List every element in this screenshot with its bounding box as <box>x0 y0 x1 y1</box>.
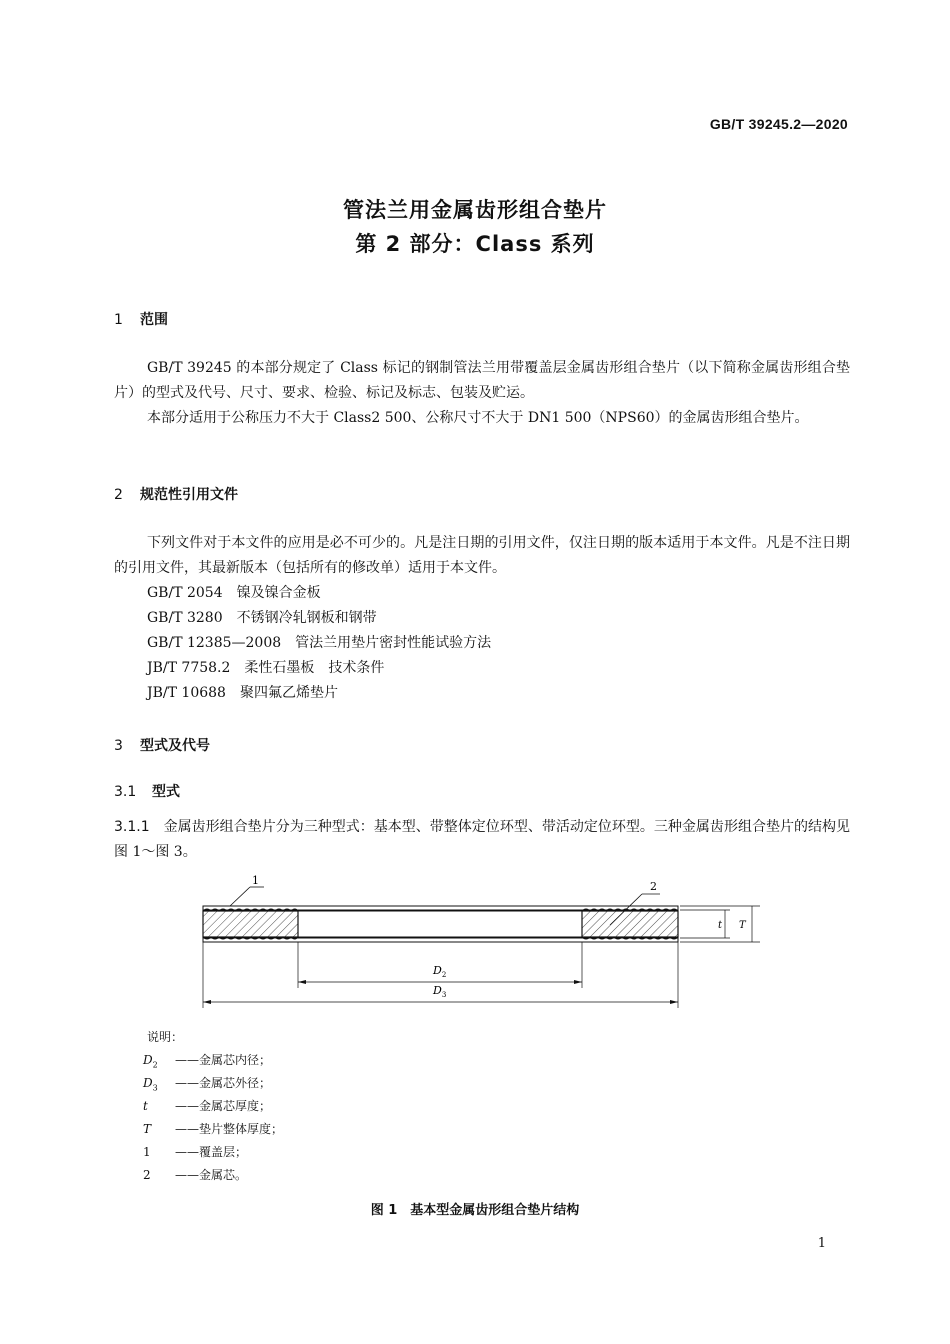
label-D3: $D_3$ <box>433 984 447 999</box>
section-3-1-1-paragraph <box>114 815 850 865</box>
metal-core-right <box>582 911 678 937</box>
label-D2: $D_2$ <box>433 964 447 979</box>
label-2: 2 <box>650 880 657 893</box>
section-number: 3.1 <box>114 784 137 800</box>
leader-line-1 <box>230 887 250 906</box>
page-number: 1 <box>817 1236 826 1251</box>
section-number: 3 <box>114 738 123 754</box>
label-1: 1 <box>252 874 259 887</box>
clause-text: 金属齿形组合垫片分为三种型式：基本型、带整体定位环型、带活动定位环型。三种金属齿形组合垫片的结构见图 1～图 3。 <box>114 819 850 860</box>
section-title: 范围 <box>140 312 168 328</box>
section-1-heading <box>114 309 168 329</box>
label-t: t <box>718 920 723 931</box>
reference-item: JB/T 10688 聚四氟乙烯垫片 <box>147 685 338 701</box>
document-title: 管法兰用金属齿形组合垫片 <box>343 198 607 222</box>
section-number: 2 <box>114 487 123 503</box>
section-3-1-heading <box>114 781 180 801</box>
section-title: 型式及代号 <box>140 738 210 754</box>
section-number: 1 <box>114 312 123 328</box>
legend-item: 1 ——覆盖层； <box>143 1145 248 1159</box>
clause-number: 3.1.1 <box>114 819 150 835</box>
section-2-heading <box>114 484 238 504</box>
gasket-drawing <box>190 870 770 1020</box>
metal-core-left <box>203 911 298 937</box>
legend-item: t ——金属芯厚度； <box>143 1099 272 1113</box>
section-title: 型式 <box>152 784 180 800</box>
legend-item: T ——垫片整体厚度； <box>143 1122 284 1136</box>
cover-layer-bottom <box>203 938 678 942</box>
standard-code: GB/T 39245.2—2020 <box>709 116 848 132</box>
legend-title: 说明： <box>147 1030 184 1044</box>
reference-item: JB/T 7758.2 柔性石墨板 技术条件 <box>147 660 385 676</box>
legend-item: 2 ——金属芯。 <box>143 1168 248 1182</box>
section-1-paragraph-1: GB/T 39245 的本部分规定了 Class 标记的钢制管法兰用带覆盖层金属齿形组合垫片（以下简称金属齿形组合垫片）的型式及代号、尺寸、要求、检验、标记及标志、包装及贮运。 <box>114 360 850 401</box>
label-T: T <box>739 920 746 931</box>
cover-layer-top <box>203 906 678 910</box>
section-1-paragraph-2: 本部分适用于公称压力不大于 Class2 500、公称尺寸不大于 DN1 500（NPS60）的金属齿形组合垫片。 <box>147 410 809 426</box>
reference-item: GB/T 2054 镍及镍合金板 <box>147 585 321 601</box>
reference-item: GB/T 12385—2008 管法兰用垫片密封性能试验方法 <box>147 635 492 651</box>
figure-caption: 图 1 基本型金属齿形组合垫片结构 <box>370 1203 580 1218</box>
section-2-paragraph: 下列文件对于本文件的应用是必不可少的。凡是注日期的引用文件，仅注日期的版本适用于本文件。凡是不注日期的引用文件，其最新版本（包括所有的修改单）适用于本文件。 <box>114 535 850 576</box>
section-3-heading <box>114 735 210 755</box>
legend-item: $D_3$ ——金属芯外径； <box>143 1076 272 1093</box>
document-subtitle: 第 2 部分：Class 系列 <box>355 232 595 256</box>
reference-item: GB/T 3280 不锈钢冷轧钢板和钢带 <box>147 610 377 626</box>
section-title: 规范性引用文件 <box>140 487 238 503</box>
legend-item: $D_2$ ——金属芯内径； <box>143 1053 272 1070</box>
